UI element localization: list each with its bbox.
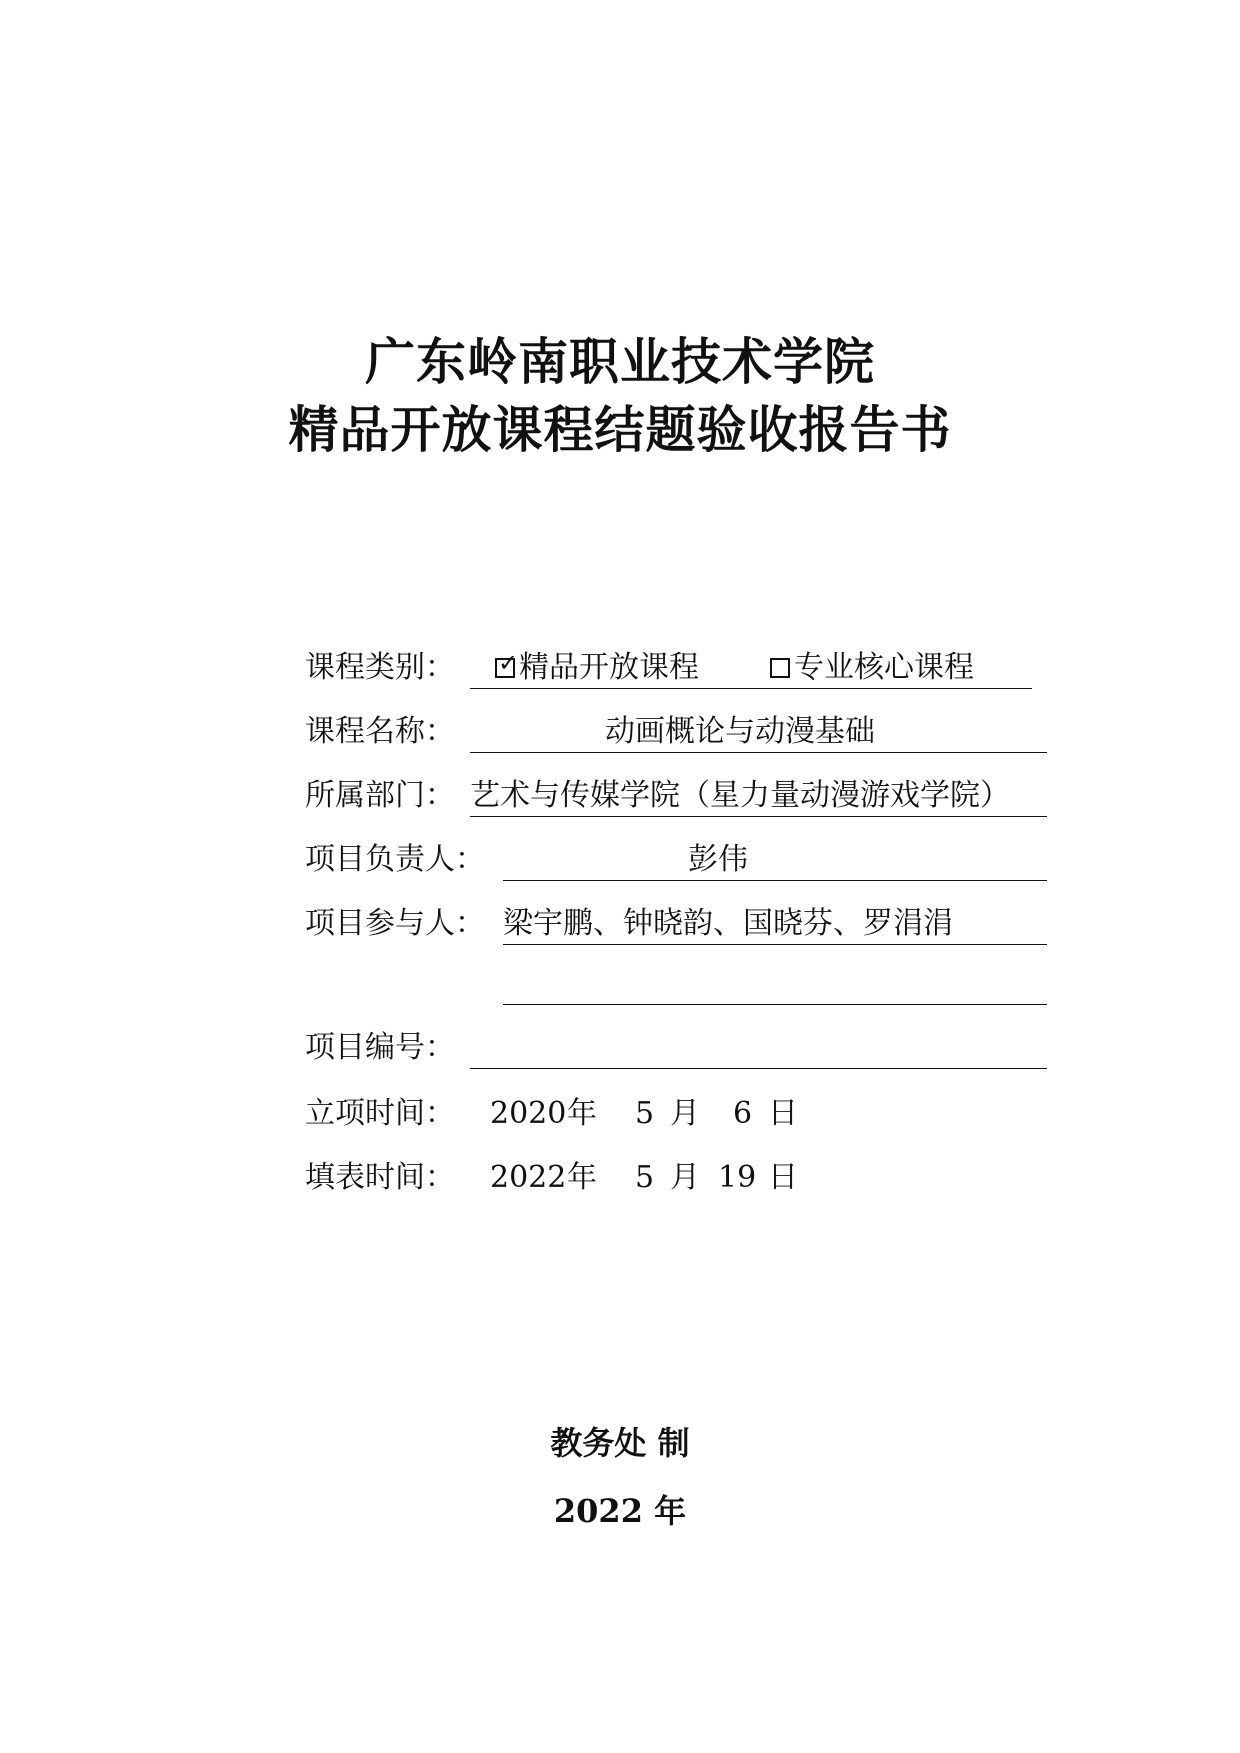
row-leader: [305, 840, 1047, 880]
category-label: 课程类别：: [305, 650, 455, 685]
participants-underline-2: [503, 964, 1047, 1005]
course-name-value: 动画概论与动漫基础: [605, 714, 875, 749]
footer-year: 2022 年: [553, 1492, 687, 1530]
checkbox-empty-icon[interactable]: [770, 658, 790, 678]
start-year: 2020: [490, 1096, 567, 1131]
row-start-date: [305, 1094, 1047, 1134]
start-day-unit: 日: [768, 1096, 798, 1131]
category-option-core[interactable]: [770, 648, 974, 688]
category-option-quality[interactable]: [495, 648, 699, 688]
title-report: 精品开放课程结题验收报告书: [288, 400, 952, 459]
course-name-label: 课程名称：: [305, 714, 455, 749]
footer-issuer: 教务处 制: [550, 1424, 690, 1462]
start-month-unit: 月: [670, 1096, 700, 1131]
fill-date-label: 填表时间：: [305, 1160, 455, 1195]
project-no-label: 项目编号：: [305, 1030, 455, 1065]
row-project-no: [305, 1028, 1047, 1068]
category-option1-label: 精品开放课程: [519, 650, 699, 685]
title-school: 广东岭南职业技术学院: [365, 332, 875, 391]
category-option2-label: 专业核心课程: [794, 650, 974, 685]
row-course-name: [305, 712, 1047, 752]
row-category: [305, 648, 1035, 688]
leader-underline: [503, 840, 1047, 881]
fill-month-unit: 月: [670, 1160, 700, 1195]
row-participants: [305, 904, 1047, 944]
leader-label: 项目负责人：: [305, 842, 485, 877]
department-value: 艺术与传媒学院（星力量动漫游戏学院）: [470, 778, 1010, 813]
start-year-unit: 年: [567, 1096, 597, 1131]
fill-year: 2022: [490, 1160, 567, 1195]
checkbox-checked-icon[interactable]: ✓: [495, 658, 515, 678]
start-month: 5: [635, 1096, 655, 1131]
fill-day: 19: [718, 1160, 757, 1195]
leader-value: 彭伟: [688, 842, 748, 877]
fill-day-unit: 日: [768, 1160, 798, 1195]
project-no-underline: [470, 1028, 1047, 1069]
participants-value: 梁宇鹏、钟晓韵、国晓芬、罗涓涓: [503, 906, 953, 941]
department-label: 所属部门：: [305, 778, 455, 813]
row-fill-date: [305, 1158, 1047, 1198]
row-participants-extra: [305, 964, 1047, 1004]
fill-year-unit: 年: [567, 1160, 597, 1195]
participants-label: 项目参与人：: [305, 906, 485, 941]
start-date-label: 立项时间：: [305, 1096, 455, 1131]
row-department: [305, 776, 1047, 816]
start-day: 6: [733, 1096, 753, 1131]
fill-month: 5: [635, 1160, 655, 1195]
